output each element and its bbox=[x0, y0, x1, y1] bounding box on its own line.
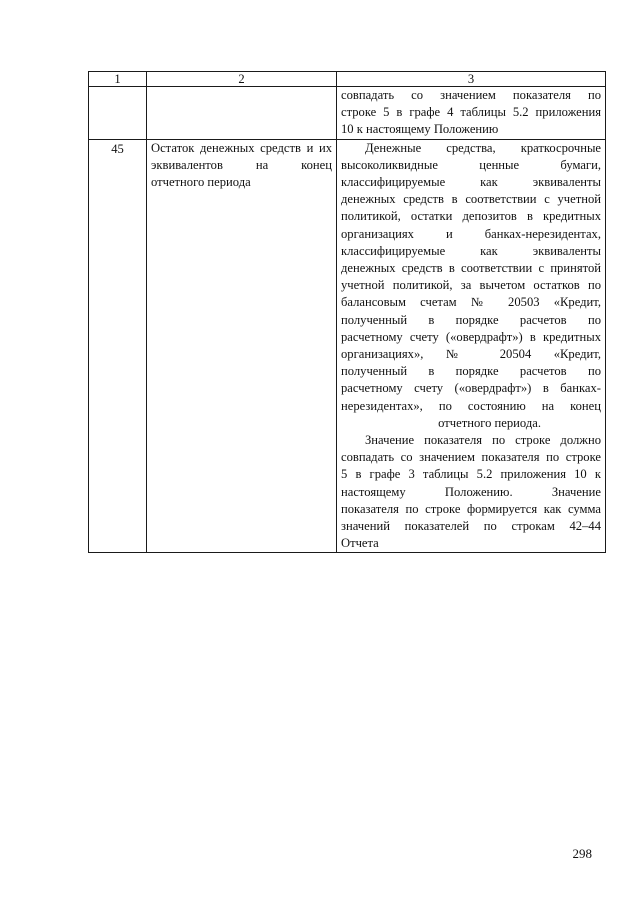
text-line: балансовым счетам № 20503 «Кредит, bbox=[341, 295, 601, 310]
text-line: политикой, остатки депозитов в кредитных bbox=[341, 209, 601, 224]
name-line: Остаток денежных средств и их bbox=[151, 140, 332, 155]
header-col-1: 1 bbox=[89, 72, 147, 87]
text-line: Отчета bbox=[341, 536, 379, 551]
text-line: полученный в порядке расчетов по bbox=[341, 312, 601, 327]
text-line: совпадать со значением показателя по строке bbox=[341, 450, 601, 465]
text-line: настоящему Положению. Значение bbox=[341, 484, 601, 499]
text-line: совпадать со значением показателя по bbox=[341, 88, 601, 102]
text-line: классифицируемые как эквиваленты bbox=[341, 243, 601, 258]
text-line: учетной политикой, за вычетом остатков по bbox=[341, 278, 601, 293]
text-line: классифицируемые как эквиваленты bbox=[341, 175, 601, 190]
text-line: организациях», № 20504 «Кредит, bbox=[341, 347, 601, 362]
indicator-name-cell bbox=[147, 139, 337, 553]
text-line: 10 к настоящему Положению bbox=[341, 122, 499, 137]
text-line: значений показателей по строкам 42–44 bbox=[341, 519, 601, 534]
header-col-2: 2 bbox=[147, 72, 337, 87]
text-line: расчетному счету («овердрафт») в кредитных bbox=[341, 329, 601, 344]
text-line: организациях и банках-нерезидентах, bbox=[341, 226, 601, 241]
indicator-description-cell bbox=[337, 139, 606, 553]
table-row-45 bbox=[89, 139, 606, 553]
table-header-row bbox=[89, 72, 606, 87]
continuation-description-cell bbox=[337, 87, 606, 140]
text-line: расчетному счету («овердрафт») в банках- bbox=[341, 381, 601, 396]
text-line: строке 5 в графе 4 таблицы 5.2 приложения bbox=[341, 105, 601, 120]
row-number-cell: 45 bbox=[89, 139, 147, 553]
indicator-table bbox=[88, 71, 606, 553]
text-line: показателя по строке формируется как сумма bbox=[341, 501, 601, 516]
text-line: отчетного периода. bbox=[438, 415, 541, 430]
page-number: 298 bbox=[572, 846, 592, 861]
text-line: полученный в порядке расчетов по bbox=[341, 364, 601, 379]
text-line: высоколиквидные ценные бумаги, bbox=[341, 157, 601, 172]
text-line: нерезидентах», по состоянию на конец bbox=[341, 398, 601, 413]
text-line: Денежные средства, краткосрочные bbox=[365, 140, 601, 155]
text-line: денежных средств в соответствии с учетной bbox=[341, 192, 601, 207]
text-line: денежных средств в соответствии с принятой bbox=[341, 261, 601, 276]
text-line: Значение показателя по строке должно bbox=[365, 433, 601, 448]
continuation-name-cell bbox=[147, 87, 337, 140]
name-line: отчетного периода bbox=[151, 175, 251, 190]
continuation-row bbox=[89, 87, 606, 140]
text-line: 5 в графе 3 таблицы 5.2 приложения 10 к bbox=[341, 467, 601, 482]
name-line: эквивалентов на конец bbox=[151, 157, 332, 172]
header-col-3: 3 bbox=[337, 72, 606, 87]
continuation-number-cell bbox=[89, 87, 147, 140]
